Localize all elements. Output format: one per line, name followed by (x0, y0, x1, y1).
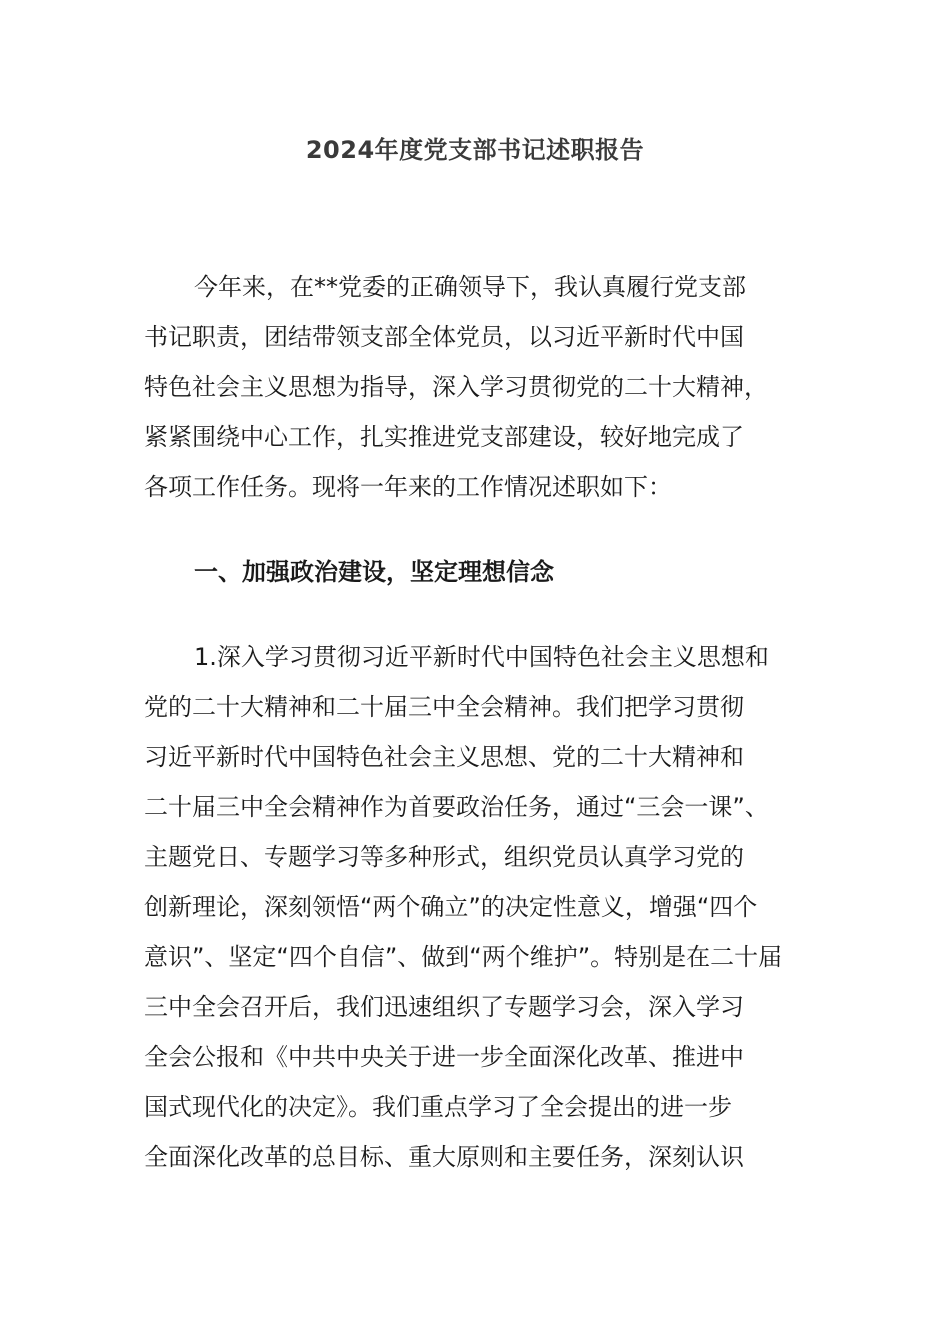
paragraph-line: 创新理论，深刻领悟“两个确立”的决定性意义，增强“四个 (144, 893, 758, 921)
paragraph-line: 全会公报和《中共中央关于进一步全面深化改革、推进中 (144, 1043, 744, 1071)
paragraph-line: 习近平新时代中国特色社会主义思想、党的二十大精神和 (144, 743, 744, 771)
intro-line: 今年来，在**党委的正确领导下，我认真履行党支部 (194, 273, 746, 301)
section-heading-1: 一、加强政治建设，坚定理想信念 (194, 558, 554, 586)
paragraph-line: 主题党日、专题学习等多种形式，组织党员认真学习党的 (144, 843, 744, 871)
document-title: 2024年度党支部书记述职报告 (305, 136, 645, 164)
intro-paragraph (144, 262, 810, 512)
paragraph-line: 三中全会召开后，我们迅速组织了专题学习会，深入学习 (144, 993, 744, 1021)
paragraph-line: 党的二十大精神和二十届三中全会精神。我们把学习贯彻 (144, 693, 744, 721)
paragraph-line: 1.深入学习贯彻习近平新时代中国特色社会主义思想和 (194, 643, 769, 671)
intro-line: 特色社会主义思想为指导，深入学习贯彻党的二十大精神， (144, 373, 768, 401)
paragraph-line: 二十届三中全会精神作为首要政治任务，通过“三会一课”、 (144, 793, 769, 821)
paragraph-line: 全面深化改革的总目标、重大原则和主要任务，深刻认识 (144, 1143, 744, 1171)
paragraph-line: 国式现代化的决定》。我们重点学习了全会提出的进一步 (144, 1093, 732, 1121)
intro-line: 书记职责，团结带领支部全体党员，以习近平新时代中国 (144, 323, 744, 351)
intro-line: 各项工作任务。现将一年来的工作情况述职如下： (144, 473, 672, 501)
paragraph-1 (144, 632, 810, 1182)
intro-line: 紧紧围绕中心工作，扎实推进党支部建设，较好地完成了 (144, 423, 744, 451)
paragraph-line: 意识”、坚定“四个自信”、做到“两个维护”。特别是在二十届 (144, 943, 783, 971)
